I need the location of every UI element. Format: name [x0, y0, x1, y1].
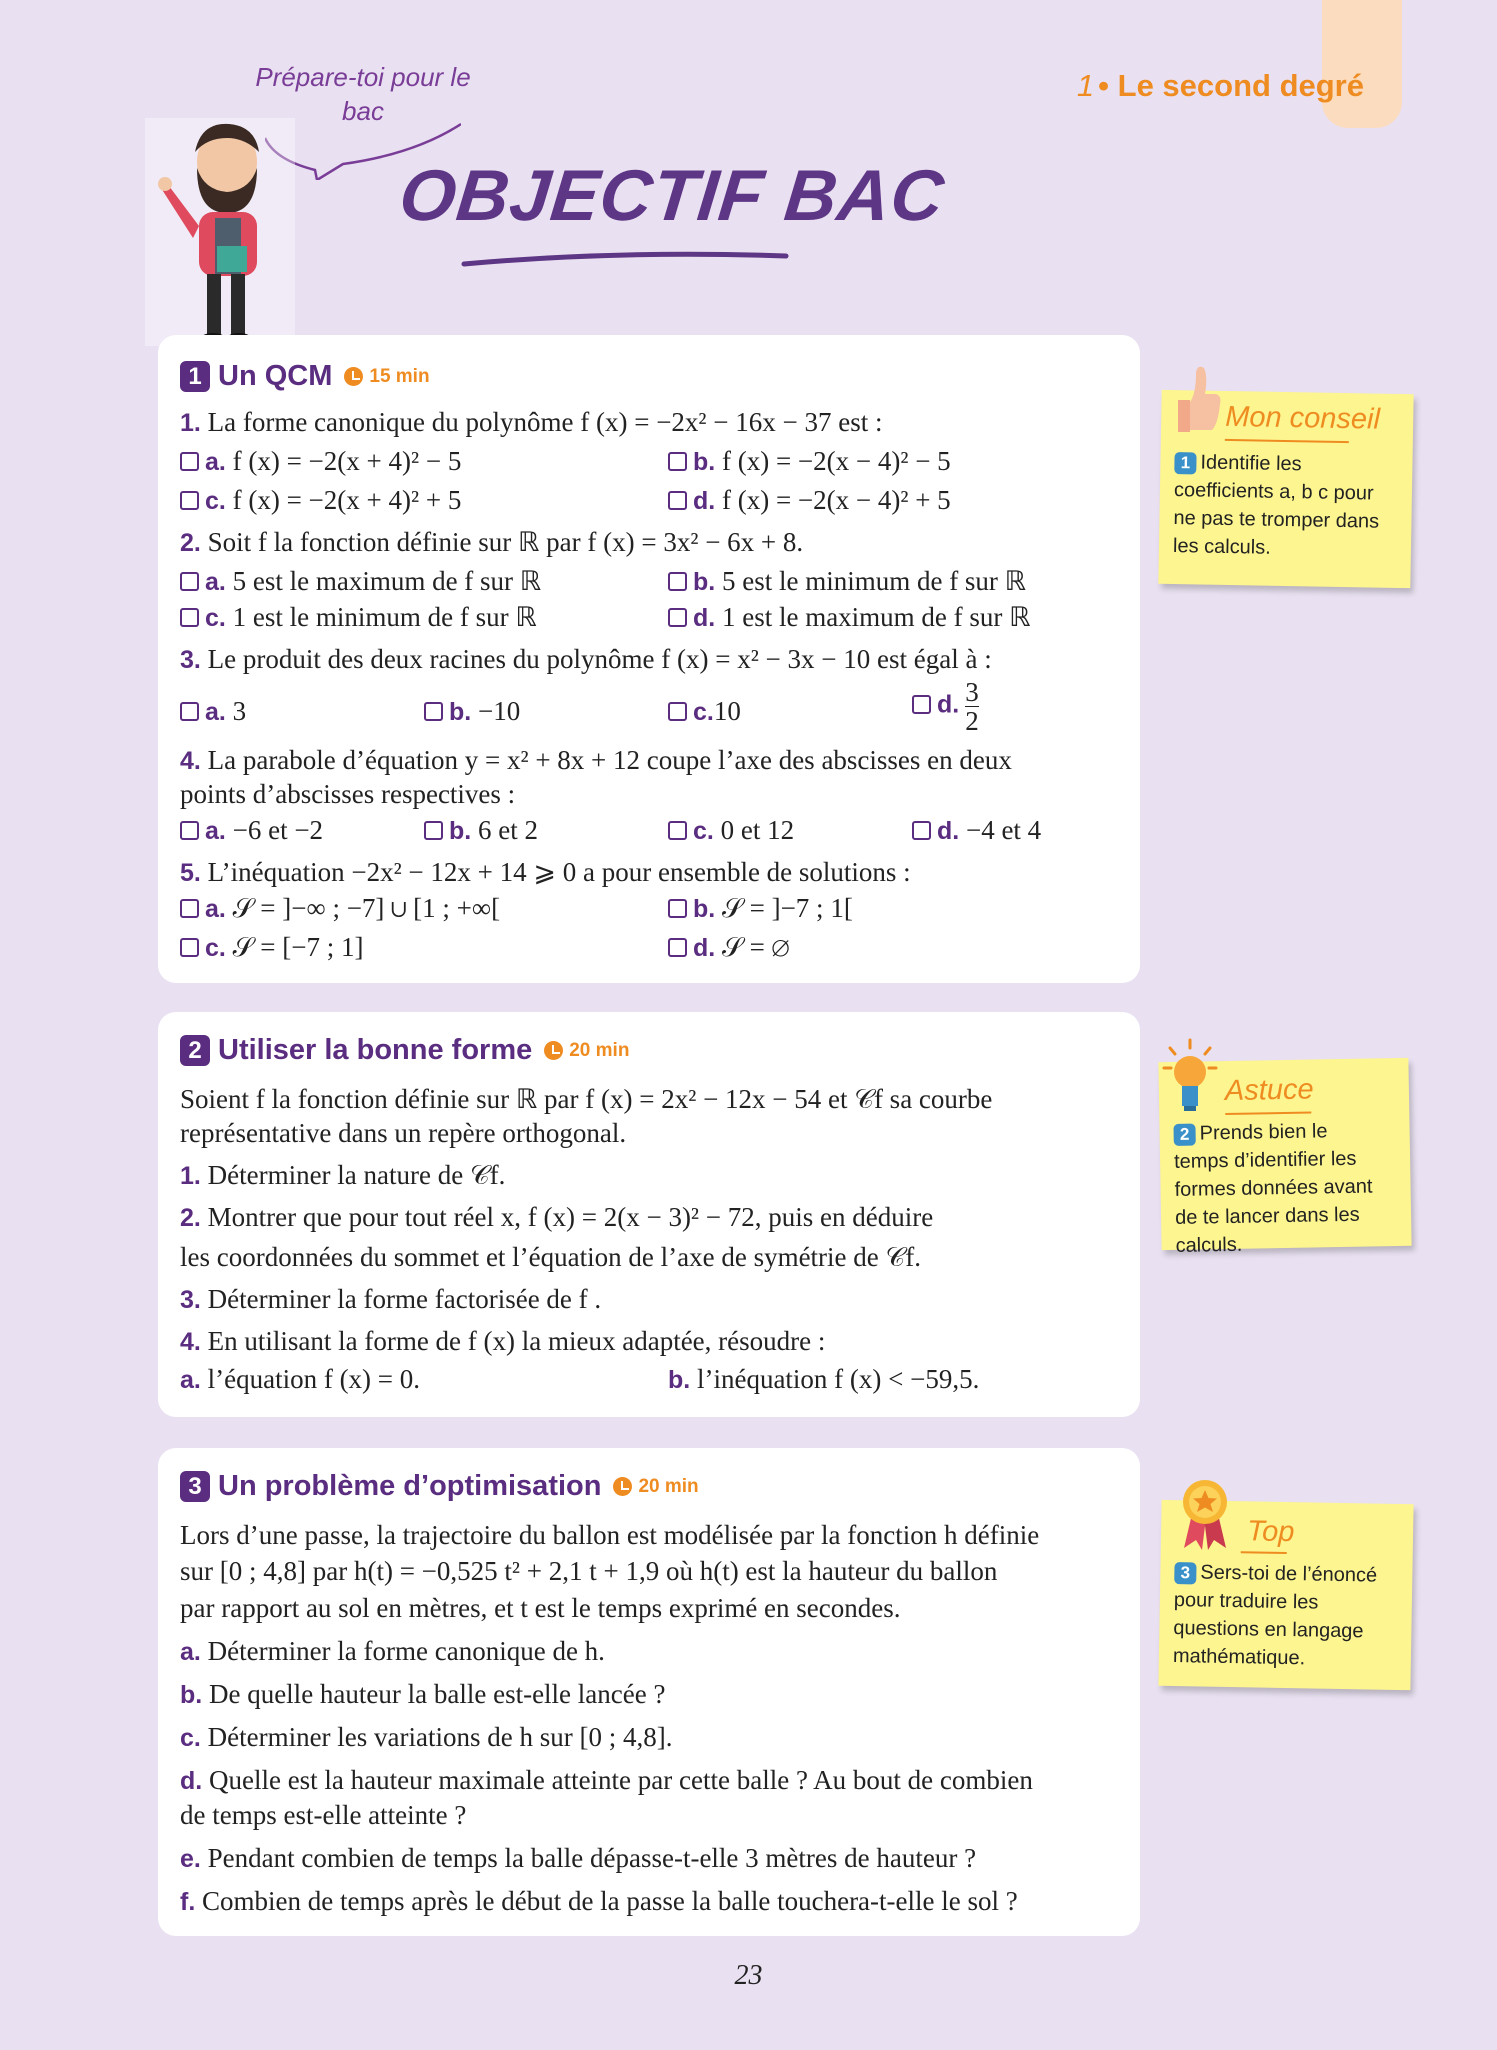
answer-option[interactable]: c. f (x) = −2(x + 4)² + 5 — [180, 483, 461, 518]
checkbox-icon[interactable] — [180, 572, 199, 591]
note-text: 2 Prends bien le temps d’identifier les formes données avant de te lancer dans les calculs. — [1173, 1120, 1373, 1257]
checkbox-icon[interactable] — [180, 702, 199, 721]
exercise-3-heading — [180, 1470, 699, 1503]
note-text: 1 Identifie les coefficients a, b c pour ne pas te tromper dans les calculs. — [1172, 451, 1380, 559]
question-line: a. Déterminer la forme canonique de h. — [180, 1636, 605, 1666]
question-line: d. Quelle est la hauteur maximale atteinte par cette balle ? Au bout de combien — [180, 1765, 1033, 1795]
answer-option[interactable]: c. 1 est le minimum de f sur ℝ — [180, 600, 537, 635]
question-line: 5. L’inéquation −2x² − 12x + 14 ⩾ 0 a pour ensemble de solutions : — [180, 857, 911, 887]
question-line: 4. En utilisant la forme de f (x) la mieux adaptée, résoudre : — [180, 1326, 826, 1356]
checkbox-icon[interactable] — [668, 572, 687, 591]
question-line: 2. Soit f la fonction définie sur ℝ par f (x) = 3x² − 6x + 8. — [180, 527, 804, 557]
question-line: 3. Déterminer la forme factorisée de f . — [180, 1284, 602, 1314]
exercise-1-time: 15 min — [369, 365, 430, 387]
exercise-3-badge: 3 — [180, 1471, 210, 1502]
checkbox-icon[interactable] — [424, 821, 443, 840]
question-line: e. Pendant combien de temps la balle dépasse-t-elle 3 mètres de hauteur ? — [180, 1843, 977, 1873]
question-line: b. l’inéquation f (x) < −59,5. — [668, 1364, 980, 1394]
statement-line: représentative dans un repère orthogonal. — [180, 1118, 627, 1148]
answer-option[interactable]: a. −6 et −2 — [180, 813, 323, 848]
answer-option[interactable]: c. 𝒮 = [−7 ; 1] — [180, 930, 363, 965]
question-line: 3. Le produit des deux racines du polynôme f (x) = x² − 3x − 10 est égal à : — [180, 644, 992, 674]
note-text: 3 Sers-toi de l’énoncé pour traduire les questions en langage mathématique. — [1172, 1561, 1378, 1670]
question-line: f. Combien de temps après le début de la passe la balle touchera-t-elle le sol ? — [180, 1886, 1018, 1916]
answer-option[interactable]: a. 3 — [180, 694, 246, 729]
checkbox-icon[interactable] — [424, 702, 443, 721]
note-title: Astuce — [1224, 1073, 1314, 1108]
question-line: de temps est-elle atteinte ? — [180, 1800, 467, 1830]
checkbox-icon[interactable] — [912, 821, 931, 840]
answer-option[interactable]: d. 1 est le maximum de f sur ℝ — [668, 600, 1031, 635]
question-line: les coordonnées du sommet et l’équation de l’axe de symétrie de 𝒞f. — [180, 1242, 921, 1272]
question-line: 2. Montrer que pour tout réel x, f (x) = 2(x − 3)² − 72, puis en déduire — [180, 1202, 934, 1232]
checkbox-icon[interactable] — [180, 938, 199, 957]
title-underline — [460, 246, 790, 270]
statement-line: par rapport au sol en mètres, et t est le temps exprimé en secondes. — [180, 1593, 901, 1623]
exercise-2-time: 20 min — [569, 1039, 630, 1061]
page-title: OBJECTIF BAC — [395, 156, 949, 236]
clock-icon — [613, 1477, 632, 1496]
answer-option[interactable]: b. 6 et 2 — [424, 813, 538, 848]
medal-icon — [1178, 1478, 1232, 1552]
clock-icon — [544, 1041, 563, 1060]
answer-option[interactable]: d. $\frac{3}{2}$ — [912, 678, 979, 735]
checkbox-icon[interactable] — [668, 608, 687, 627]
chapter-title: • Le second degré — [1098, 68, 1364, 103]
answer-option[interactable]: b. f (x) = −2(x − 4)² − 5 — [668, 444, 951, 479]
checkbox-icon[interactable] — [180, 452, 199, 471]
exercise-2-heading — [180, 1034, 629, 1067]
answer-option[interactable]: b. 5 est le minimum de f sur ℝ — [668, 564, 1026, 599]
question-line: 4. La parabole d’équation y = x² + 8x + 12 coupe l’axe des abscisses en deux — [180, 745, 1012, 775]
answer-option[interactable]: a. 𝒮 = ]−∞ ; −7] ∪ [1 ; +∞[ — [180, 891, 500, 926]
checkbox-icon[interactable] — [668, 821, 687, 840]
exercise-1-title: Un QCM — [218, 360, 333, 392]
note-title: Mon conseil — [1224, 400, 1381, 436]
answer-option[interactable]: a. f (x) = −2(x + 4)² − 5 — [180, 444, 461, 479]
exercise-1-badge: 1 — [180, 361, 210, 392]
clock-icon — [344, 367, 363, 386]
question-line: a. l’équation f (x) = 0. — [180, 1364, 421, 1394]
answer-option[interactable]: b. −10 — [424, 694, 520, 729]
question-line: 1. Déterminer la nature de 𝒞f. — [180, 1160, 506, 1190]
statement-line: sur [0 ; 4,8] par h(t) = −0,525 t² + 2,1 t + 1,9 où h(t) est la hauteur du ballon — [180, 1556, 998, 1586]
checkbox-icon[interactable] — [668, 938, 687, 957]
checkbox-icon[interactable] — [180, 821, 199, 840]
chapter-heading — [1077, 68, 1364, 104]
answer-option[interactable]: c. 0 et 12 — [668, 813, 794, 848]
answer-option[interactable]: d. 𝒮 = ∅ — [668, 930, 789, 965]
teacher-avatar — [145, 118, 295, 346]
answer-option[interactable]: d. f (x) = −2(x − 4)² + 5 — [668, 483, 951, 518]
checkbox-icon[interactable] — [912, 695, 931, 714]
exercise-2-badge: 2 — [180, 1035, 210, 1066]
note-badge: 2 — [1173, 1124, 1195, 1146]
answer-option[interactable]: a. 5 est le maximum de f sur ℝ — [180, 564, 541, 599]
question-line: b. De quelle hauteur la balle est-elle lancée ? — [180, 1679, 666, 1709]
checkbox-icon[interactable] — [180, 608, 199, 627]
thumbs-up-icon — [1172, 364, 1222, 434]
checkbox-icon[interactable] — [668, 899, 687, 918]
exercise-3-title: Un problème d’optimisation — [218, 1470, 602, 1502]
question-line: 1. La forme canonique du polynôme f (x) = −2x² − 16x − 37 est : — [180, 407, 883, 437]
exercise-1-card — [158, 335, 1140, 983]
exercise-3-time: 20 min — [638, 1475, 699, 1497]
note-badge: 1 — [1174, 452, 1196, 474]
checkbox-icon[interactable] — [668, 702, 687, 721]
checkbox-icon[interactable] — [180, 491, 199, 510]
checkbox-icon[interactable] — [180, 899, 199, 918]
exercise-2-title: Utiliser la bonne forme — [218, 1034, 533, 1066]
answer-option[interactable]: d. −4 et 4 — [912, 813, 1041, 848]
checkbox-icon[interactable] — [668, 452, 687, 471]
statement-line: Soient f la fonction définie sur ℝ par f (x) = 2x² − 12x − 54 et 𝒞f sa courbe — [180, 1084, 993, 1114]
note-title: Top — [1246, 1515, 1295, 1549]
exercise-3-card — [158, 1448, 1140, 1936]
speech-bubble: Prépare-toi pour le bac — [255, 62, 471, 126]
exercise-1-heading — [180, 360, 430, 393]
fraction: $\frac{3}{2}$ — [965, 677, 979, 736]
chapter-number: 1 — [1076, 68, 1095, 103]
exercise-2-card — [158, 1012, 1140, 1417]
answer-option[interactable]: b. 𝒮 = ]−7 ; 1[ — [668, 891, 853, 926]
checkbox-icon[interactable] — [668, 491, 687, 510]
lightbulb-icon — [1162, 1038, 1218, 1116]
chapter-tab — [1322, 0, 1402, 128]
statement-line: Lors d’une passe, la trajectoire du ballon est modélisée par la fonction h définie — [180, 1520, 1040, 1550]
page-number: 23 — [734, 1960, 763, 1991]
note-badge: 3 — [1174, 1562, 1196, 1584]
question-line: c. Déterminer les variations de h sur [0 ; 4,8]. — [180, 1722, 673, 1752]
question-line: points d’abscisses respectives : — [180, 779, 516, 809]
answer-option[interactable]: c.10 — [668, 694, 741, 729]
